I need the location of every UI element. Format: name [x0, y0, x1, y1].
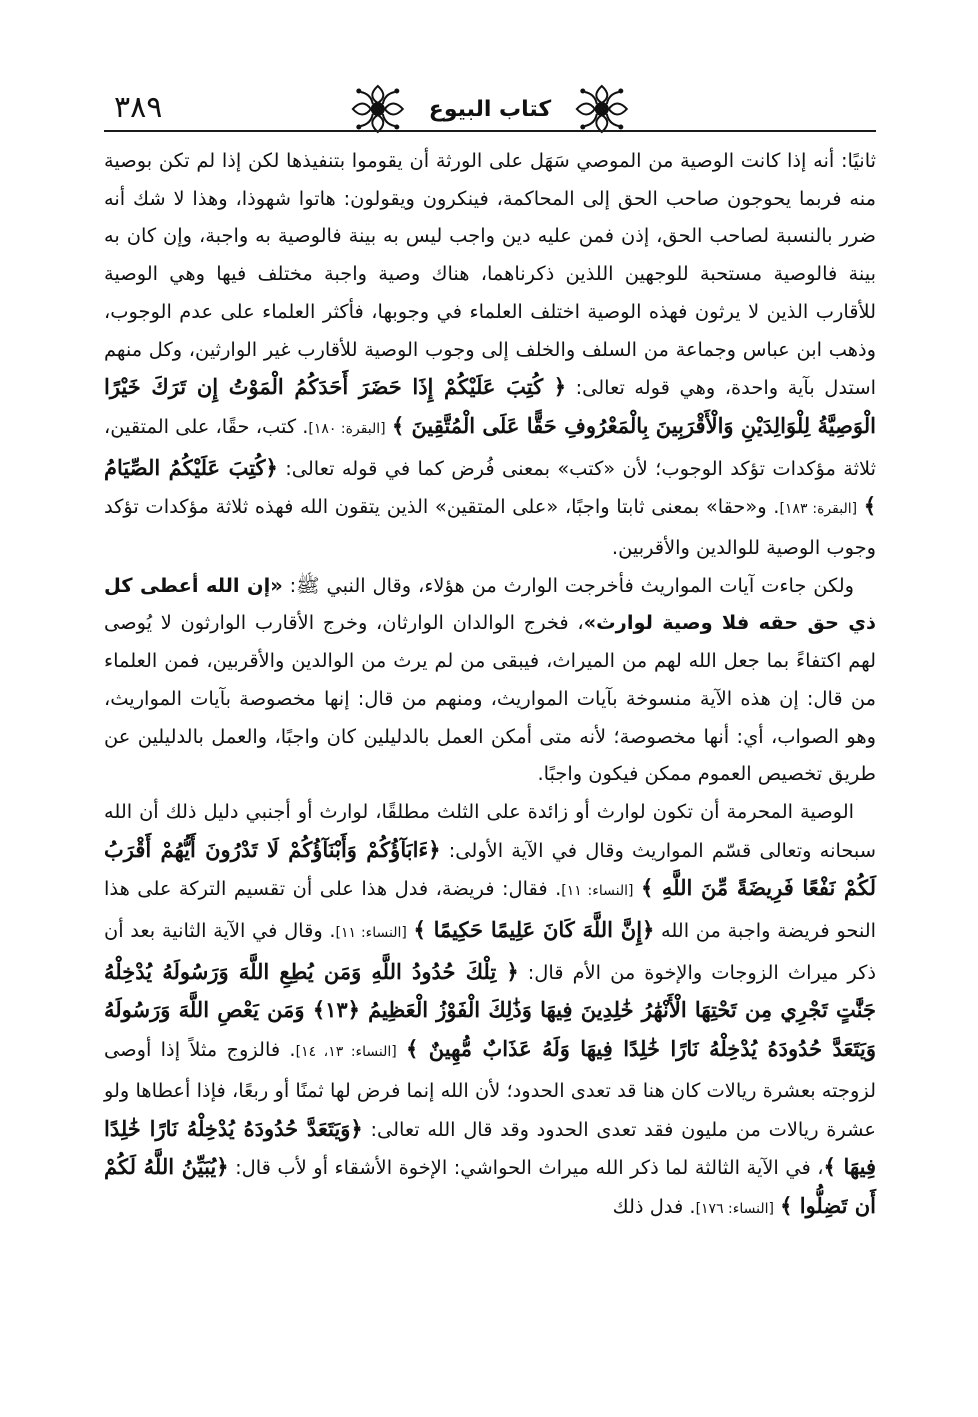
- text-run: ثانيًا: أنه إذا كانت الوصية من الموصي سَهَل على الورثة أن يقوموا بتنفيذها لكن إذا لم تكن بوصية منه فربما يحوجون صاحب الحق إلى المحاكمة، فينكرون ويقولون: هاتوا شهوذا، وهذا لا شك أنه ضرر بالنسبة لصاحب الحق، إذن فمن عليه دين واجب ليس به بينة فالوصية به واجبة، وإن كان به بينة فالوصية مستحبة للوجهين اللذين ذكرناهما، هناك وصية واجبة مختلف فيها وهي الوصية للأقارب الذين لا يرثون فهذه الوصية اختلف العلماء في وجوبها، فأكثر العلماء على عدم الوجوب، وذهب ابن عباس وجماعة من السلف والخلف إلى وجوب الوصية للأقارب غير الوارثين، وكل منهم استدل بآية واحدة، وهي قوله تعالى:: [104, 149, 876, 400]
- text-run: ، في الآية الثالثة لما ذكر الله ميراث الحواشي: الإخوة الأشقاء أو لأب قال:: [235, 1156, 824, 1180]
- quran-verse: ﴿يُبَيِّنُ اللَّهُ لَكُمْ أَن تَضِلُّوا ﴾: [104, 1154, 876, 1218]
- body-text: [104, 142, 876, 1332]
- verse-reference: [البقرة: ١٨٠]: [308, 420, 386, 437]
- left-ornament-icon: [349, 82, 407, 136]
- text-run: . و«حقا» بمعنى ثابتا واجبًا، «على المتقين» الذين يتقون الله فهذه ثلاثة مؤكدات تؤكد وجوب الوصية للوالدين والأقربين.: [104, 495, 876, 560]
- quran-verse: ﴿ كُتِبَ عَلَيْكُمْ إِذَا حَضَرَ أَحَدَكُمُ الْمَوْتُ إِن تَرَكَ خَيْرًا الْوَصِيَّةُ لِلْوَالِدَيْنِ وَالْأَقْرَبِينَ بِالْمَعْرُوفِ حَقًّا عَلَى الْمُتَّقِينَ ﴾: [104, 374, 876, 438]
- text-run: الوصية المحرمة أن تكون لوارث أو زائدة على الثلث مطلقًا، لوارث أو أجنبي دليل ذلك أن الله سبحانه وتعالى قسّم المواريث وقال في الآية الأولى:: [104, 799, 876, 862]
- text-run: ولكن جاءت آيات المواريث فأخرجت الوارث من هؤلاء، وقال النبي ﷺ:: [289, 573, 854, 597]
- verse-reference: [النساء: ١٧٦]: [695, 1200, 774, 1217]
- text-run: ، فخرج الوالدان الوارثان، وخرج الأقارب الوارثون لا يُوصى لهم اكتفاءً بما جعل الله لهم من الميراث، فيبقى من لم يرث من الوالدين والأقربين، فمن العلماء من قال: إن هذه الآية منسوخة بآيات المواريث، ومنهم من قال: إنها مخصوصة بآيات المواريث، وهو الصواب، أي: أنها مخصوصة؛ لأنه متى أمكن العمل بالدليلين كان واجبًا، والعمل بالدليلين عن طريق تخصيص العموم ممكن فيكون واجبًا.: [104, 611, 876, 786]
- verse-reference: [النساء: ١١]: [335, 925, 407, 942]
- text-run: . كتب، حقًا، على المتقين، ثلاثة مؤكدات تؤكد الوجوب؛ لأن «كتب» بمعنى فُرض كما في قوله تعالى:: [104, 414, 876, 480]
- verse-reference: [النساء: ١٣، ١٤]: [295, 1044, 397, 1061]
- page-number: ٣٨٩: [114, 90, 163, 125]
- verse-reference: [البقرة: ١٨٣]: [779, 501, 858, 518]
- running-title-group: [349, 82, 631, 136]
- quran-verse: ﴿كُتِبَ عَلَيْكُمُ الصِّيَامُ ﴾: [104, 454, 877, 519]
- page-header: [104, 78, 876, 136]
- text-run: . وقال في الآية الثانية بعد أن ذكر ميراث الزوجات والإخوة من الأم قال:: [104, 919, 876, 984]
- paragraph-3: [104, 793, 876, 1229]
- text-run: . فالزوج مثلاً إذا أوصى لزوجته بعشرة ريالات كان هنا قد تعدى الحدود؛ لأن الله إنما فرض لها ثمنًا أو ربعًا، فإذا أعطاها ولو عشرة ريالات من مليون فقد تعدى الحدود وقد قال الله تعالى:: [104, 1038, 876, 1141]
- header-divider: [104, 130, 876, 132]
- running-title: كتاب البيوع: [428, 96, 552, 122]
- paragraph-1: [104, 142, 876, 567]
- hadith-quote: «إن الله أعطى كل ذي حق حقه فلا وصية لوارث»: [104, 573, 876, 635]
- text-run: . فدل ذلك: [612, 1194, 696, 1218]
- verse-reference: [النساء: ١١]: [561, 883, 634, 900]
- text-run: . فقال: فريضة، فدل هذا على أن تقسيم التركة على هذا النحو فريضة واجبة من الله: [104, 877, 877, 943]
- quran-verse: ﴿وَيَتَعَدَّ حُدُودَهُ يُدْخِلْهُ نَارًا خَٰلِدًا فِيهَا ﴾: [104, 1115, 876, 1180]
- paragraph-2: [104, 567, 876, 793]
- quran-verse: ﴿إِنَّ اللَّهَ كَانَ عَلِيمًا حَكِيمًا ﴾: [413, 917, 655, 943]
- right-ornament-icon: [573, 82, 631, 136]
- quran-verse: ﴿ءَابَآؤُكُمْ وَأَبْنَآؤُكُمْ لَا تَدْرُونَ أَيُّهُمْ أَقْرَبُ لَكُمْ نَفْعًا فَرِيضَةً مِّنَ اللَّهِ ﴾: [104, 836, 876, 901]
- quran-verse: ﴿ تِلْكَ حُدُودُ اللَّهِ وَمَن يُطِعِ اللَّهَ وَرَسُولَهُ يُدْخِلْهُ جَنَّٰتٍ تَجْرِي مِن تَحْتِهَا الْأَنْهَٰرُ خَٰلِدِينَ فِيهَا وَذَٰلِكَ الْفَوْزُ الْعَظِيمُ ﴿١٣﴾ وَمَن يَعْصِ اللَّهَ وَرَسُولَهُ وَيَتَعَدَّ حُدُودَهُ يُدْخِلْهُ نَارًا خَٰلِدًا فِيهَا وَلَهُ عَذَابٌ مُّهِينٌ ﴾: [104, 958, 876, 1062]
